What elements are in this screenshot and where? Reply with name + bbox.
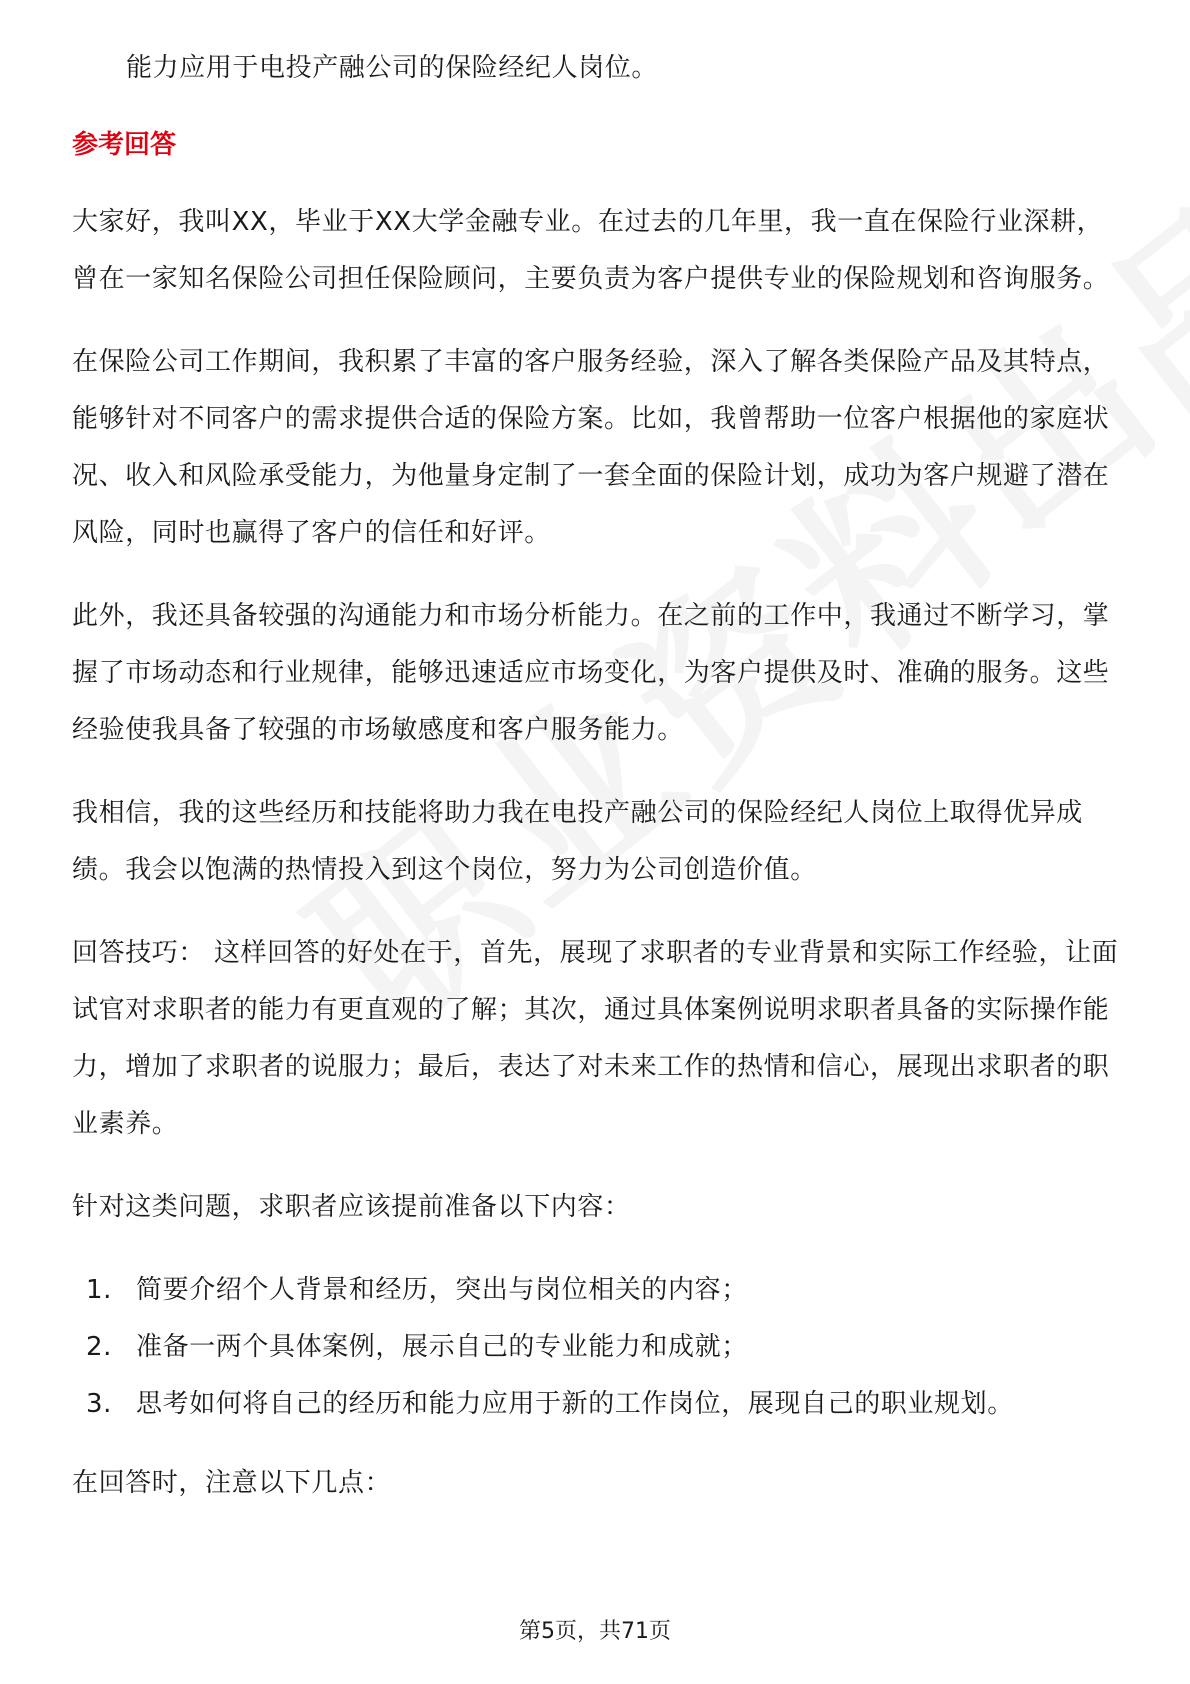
list-item-number: 2. (86, 1332, 113, 1362)
list-item (72, 1319, 1122, 1376)
intro-line: 能力应用于电投产融公司的保险经纪人岗位。 (126, 53, 659, 83)
paragraph-self-intro: 大家好，我叫XX，毕业于XX大学金融专业。在过去的几年里，我一直在保险行业深耕，曾在一家知名保险公司担任保险顾问，主要负责为客户提供专业的保险规划和咨询服务。 (72, 207, 1110, 294)
closing-line: 在回答时，注意以下几点： (72, 1468, 392, 1498)
page-content (72, 40, 1122, 1512)
paragraph-conclusion: 我相信，我的这些经历和技能将助力我在电投产融公司的保险经纪人岗位上取得优异成绩。我会以饱满的热情投入到这个岗位，努力为公司创造价值。 (72, 798, 1083, 885)
paragraph-experience: 在保险公司工作期间，我积累了丰富的客户服务经验，深入了解各类保险产品及其特点，能够针对不同客户的需求提供合适的保险方案。比如，我曾帮助一位客户根据他的家庭状况、收入和风险承受能力，为他量身定制了一套全面的保险计划，成功为客户规避了潜在风险，同时也赢得了客户的信任和好评。 (72, 347, 1110, 548)
list-item-text: 思考如何将自己的经历和能力应用于新的工作岗位，展现自己的职业规划。 (136, 1389, 1014, 1419)
list-item-text: 准备一两个具体案例，展示自己的专业能力和成就； (136, 1332, 748, 1362)
list-item (72, 1376, 1122, 1433)
paragraph-skills: 此外，我还具备较强的沟通能力和市场分析能力。在之前的工作中，我通过不断学习，掌握了市场动态和行业规律，能够迅速适应市场变化，为客户提供及时、准确的服务。这些经验使我具备了较强的市场敏感度和客户服务能力。 (72, 601, 1110, 745)
list-item-text: 简要介绍个人背景和经历，突出与岗位相关的内容； (136, 1275, 748, 1305)
list-item-number: 3. (86, 1389, 113, 1419)
section-heading: 参考回答 (72, 130, 177, 160)
paragraph-preparation: 针对这类问题，求职者应该提前准备以下内容： (72, 1192, 631, 1222)
list-item-number: 1. (86, 1275, 113, 1305)
paragraph-answer-tips: 回答技巧： 这样回答的好处在于，首先，展现了求职者的专业背景和实际工作经验，让面试官对求职者的能力有更直观的了解；其次，通过具体案例说明求职者具备的实际操作能力，增加了求职者的说服力；最后，表达了对未来工作的热情和信心，展现出求职者的职业素养。 (72, 938, 1119, 1139)
page-number-footer: 第5页，共71页 (519, 1619, 671, 1644)
list-item (72, 1262, 1122, 1319)
preparation-list (72, 1262, 1122, 1433)
